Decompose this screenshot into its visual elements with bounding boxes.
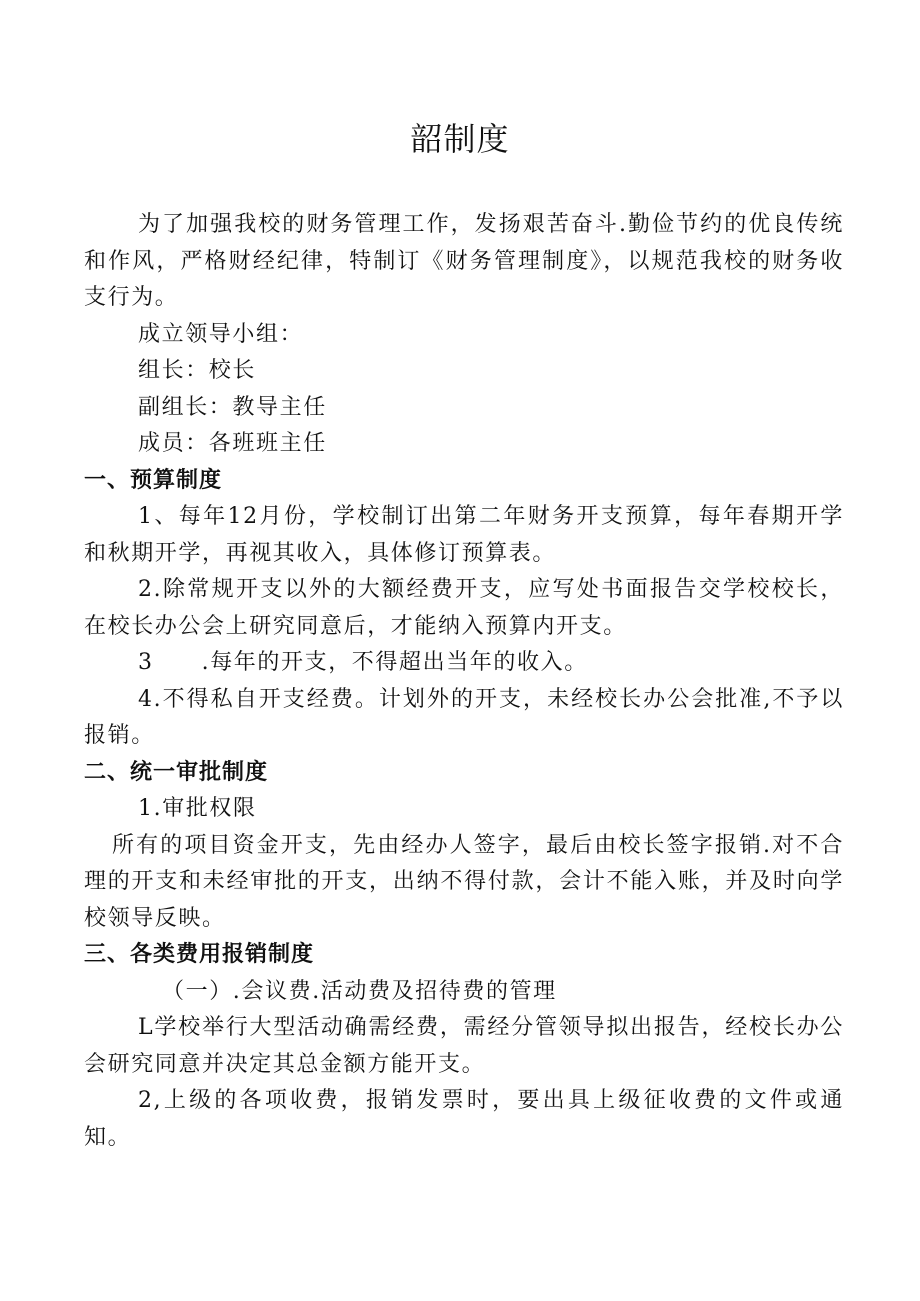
reimbursement-subheading: （一）.会议费.活动费及招待费的管理 <box>162 978 557 1004</box>
section-heading-reimbursement: 三、各类费用报销制度 <box>84 942 315 967</box>
group-leader: 组长：校长 <box>138 358 257 383</box>
budget-item-3 <box>84 645 844 682</box>
group-title: 成立领导小组： <box>138 321 304 347</box>
budget-item-4: 4.不得私自开支经费。计划外的开支，未经校长办公会批准,不予以报销。 <box>84 686 844 748</box>
reimbursement-item-2: 2,上级的各项收费，报销发票时，要出具上级征收费的文件或通知。 <box>84 1088 844 1150</box>
budget-item-1: 1、每年12月份，学校制订出第二年财务开支预算，每年春期开学和秋期开学，再视其收入，具体修订预算表。 <box>84 504 844 566</box>
reimbursement-item-1: L学校举行大型活动确需经费，需经分管领导拟出报告，经校长办公会研究同意并决定其总金额方能开支。 <box>84 1015 844 1077</box>
section-heading-approval: 二、统一审批制度 <box>84 759 269 785</box>
document-title: 韶制度 <box>410 120 510 158</box>
approval-item-2: 所有的项目资金开支，先由经办人签字，最后由校长签字报销.对不合理的开支和未经审批的开支，出纳不得付款，会计不能入账，并及时向学校领导反映。 <box>84 832 844 931</box>
intro-paragraph: 为了加强我校的财务管理工作，发扬艰苦奋斗.勤俭节约的优良传统和作风，严格财经纪律，特制订《财务管理制度》，以规范我校的财务收支行为。 <box>84 212 844 310</box>
group-deputy: 副组长：教导主任 <box>138 394 327 420</box>
section-heading-budget: 一、预算制度 <box>84 467 223 493</box>
approval-item-1: 1.审批权限 <box>138 796 257 821</box>
budget-item-2: 2.除常规开支以外的大额经费开支，应写处书面报告交学校校长，在校长办公会上研究同意后，才能纳入预算内开支。 <box>84 577 844 639</box>
budget-item-3-text: .每年的开支，不得超出当年的收入。 <box>201 650 588 675</box>
document-body <box>84 207 844 1156</box>
budget-item-3-number: 3 <box>138 650 154 675</box>
group-members: 成员：各班班主任 <box>138 431 327 456</box>
